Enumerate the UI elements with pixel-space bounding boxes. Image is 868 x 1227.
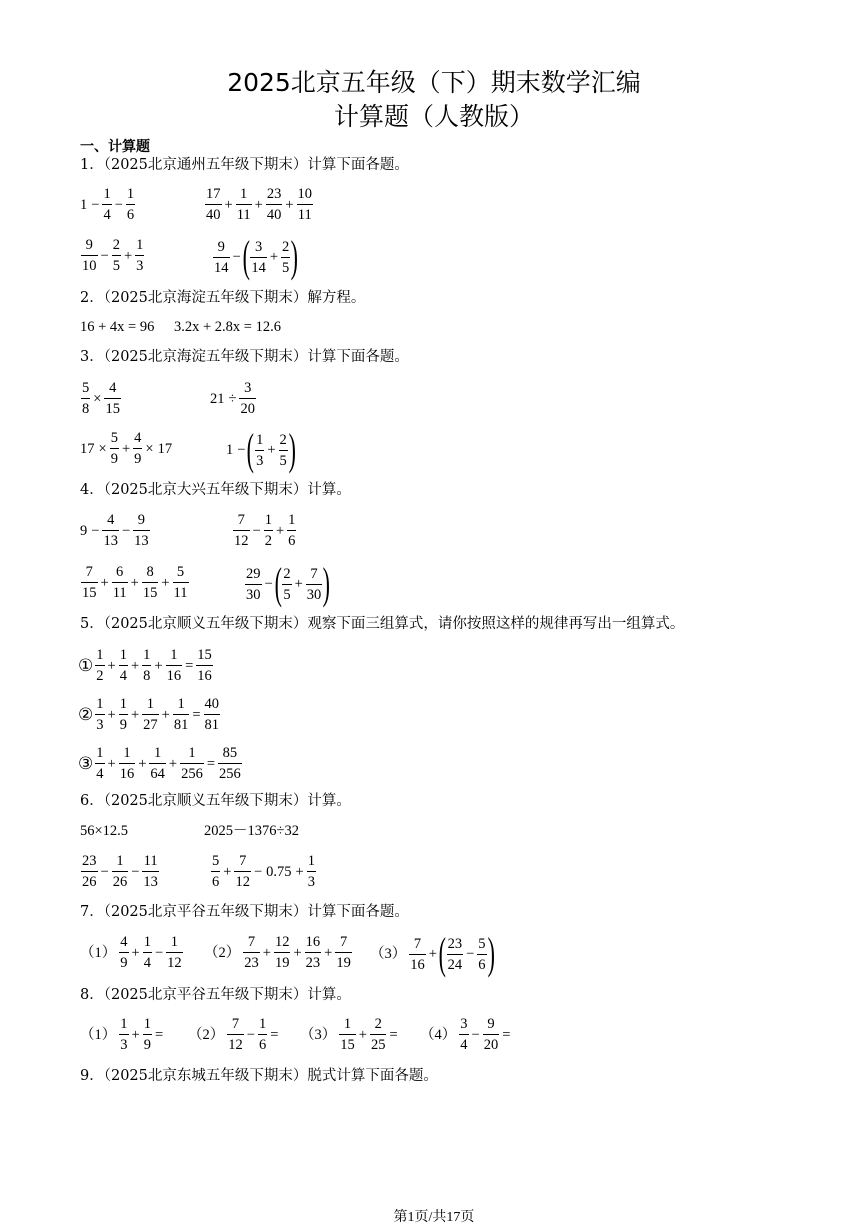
q7-expr-3: （3） 7 16 + ( 23 24 − $\frac{5}{6}$ ) xyxy=(370,929,495,978)
question-2: 2．（2025北京海淀五年级下期末）解方程。 xyxy=(80,290,366,306)
q6-expr-4: 5 6 + $\frac{7}{12}$ − 0.75 + $\frac{1}{3}$ xyxy=(212,853,315,890)
q3-expr-4: 1 − ( 1 3 + $\frac{2}{5}$ ) xyxy=(226,425,296,474)
q6-expr-1: 56×12.5 xyxy=(80,823,129,839)
q7-expr-2: （2） 7 23 + $\frac{12}{19}$ + $\frac{16}{23}$ + $\frac{7}{19}$ xyxy=(204,934,351,971)
q1-expr-1: 1 − $\frac{1}{4}$ − $\frac{1}{6}$ xyxy=(80,186,135,223)
q3-expr-2: 21 ÷ $\frac{3}{20}$ xyxy=(210,380,255,417)
page-subtitle: 计算题（人教版） xyxy=(333,102,534,131)
q1-expr-4: 9 14 − ( 3 14 + $\frac{2}{5}$ ) xyxy=(214,232,299,281)
page-footer: 第1页/共17页 xyxy=(393,1210,475,1225)
q1-expr-3: 9 10 − $\frac{2}{5}$ + $\frac{1}{3}$ xyxy=(82,237,144,274)
question-1: 1．（2025北京通州五年级下期末）计算下面各题。 xyxy=(80,157,409,173)
q8-expr-2: （2） 7 12 − $\frac{1}{6}$ = xyxy=(188,1016,279,1053)
q4-expr-1: 9 − $\frac{4}{13}$ − $\frac{9}{13}$ xyxy=(80,512,149,549)
circled-number-1: ① xyxy=(78,655,94,675)
question-8: 8．（2025北京平谷五年级下期末）计算。 xyxy=(80,987,351,1003)
label-4: （4） xyxy=(420,1026,457,1043)
q6-expr-2: 2025－1376÷32 xyxy=(204,823,299,839)
q5-expr-1: ① 1 2 + $\frac{1}{4}$ + $\frac{1}{8}$ + $\frac{1}{16}$ = $\frac{15}{16}$ xyxy=(78,647,212,684)
question-6: 6．（2025北京顺义五年级下期末）计算。 xyxy=(80,793,351,809)
circled-number-3: ③ xyxy=(78,753,94,773)
label-2: （2） xyxy=(188,1026,225,1043)
label-1: （1） xyxy=(80,1026,117,1043)
q8-expr-3: （3） 1 15 + $\frac{2}{25}$ = xyxy=(300,1016,398,1053)
question-5: 5．（2025北京顺义五年级下期末）观察下面三组算式，请你按照这样的规律再写出一组算式。 xyxy=(80,616,685,632)
q2-equation-2: 3.2x + 2.8x = 12.6 xyxy=(174,319,281,335)
q3-expr-3: 17 × $\frac{5}{9}$ + $\frac{4}{9}$ × 17 xyxy=(80,430,173,467)
q1-expr-2: 17 40 + $\frac{1}{11}$ + $\frac{23}{40}$ + $\frac{10}{11}$ xyxy=(206,186,313,223)
q4-expr-3: 7 15 + $\frac{6}{11}$ + $\frac{8}{15}$ + $\frac{5}{11}$ xyxy=(82,564,188,601)
q7-expr-1: （1） 4 9 + $\frac{1}{4}$ − $\frac{1}{12}$ xyxy=(80,934,182,971)
page-title: 2025北京五年级（下）期末数学汇编 xyxy=(227,68,641,97)
q8-expr-4: （4） 3 4 − $\frac{9}{20}$ = xyxy=(420,1016,511,1053)
q6-expr-3: 23 26 − $\frac{1}{26}$ − $\frac{11}{13}$ xyxy=(82,853,158,890)
label-1: （1） xyxy=(80,944,117,961)
circled-number-2: ② xyxy=(78,704,94,724)
label-3: （3） xyxy=(370,946,407,962)
question-4: 4．（2025北京大兴五年级下期末）计算。 xyxy=(80,482,351,498)
q4-expr-2: 7 12 − $\frac{1}{2}$ + $\frac{1}{6}$ xyxy=(234,512,296,549)
q5-expr-3: ③ 1 4 + $\frac{1}{16}$ + $\frac{1}{64}$ + $\frac{1}{256}$ = $\frac{85}{256}$ xyxy=(78,745,241,782)
q8-expr-1: （1） 1 3 + $\frac{1}{9}$ = xyxy=(80,1016,164,1053)
q3-expr-1: $\frac{5}{8}$ × $\frac{4}{15}$ xyxy=(82,380,120,417)
section-heading: 一、计算题 xyxy=(80,139,150,155)
label-2: （2） xyxy=(204,944,241,961)
question-9: 9．（2025北京东城五年级下期末）脱式计算下面各题。 xyxy=(80,1068,438,1084)
question-7: 7．（2025北京平谷五年级下期末）计算下面各题。 xyxy=(80,904,409,920)
q2-equation-1: 16 + 4x = 96 xyxy=(80,319,155,335)
q4-expr-4: 29 30 − ( 2 5 + $\frac{7}{30}$ ) xyxy=(246,559,331,608)
question-3: 3．（2025北京海淀五年级下期末）计算下面各题。 xyxy=(80,349,409,365)
label-3: （3） xyxy=(300,1026,337,1043)
q5-expr-2: ② 1 3 + $\frac{1}{9}$ + $\frac{1}{27}$ + $\frac{1}{81}$ = $\frac{40}{81}$ xyxy=(78,696,219,733)
